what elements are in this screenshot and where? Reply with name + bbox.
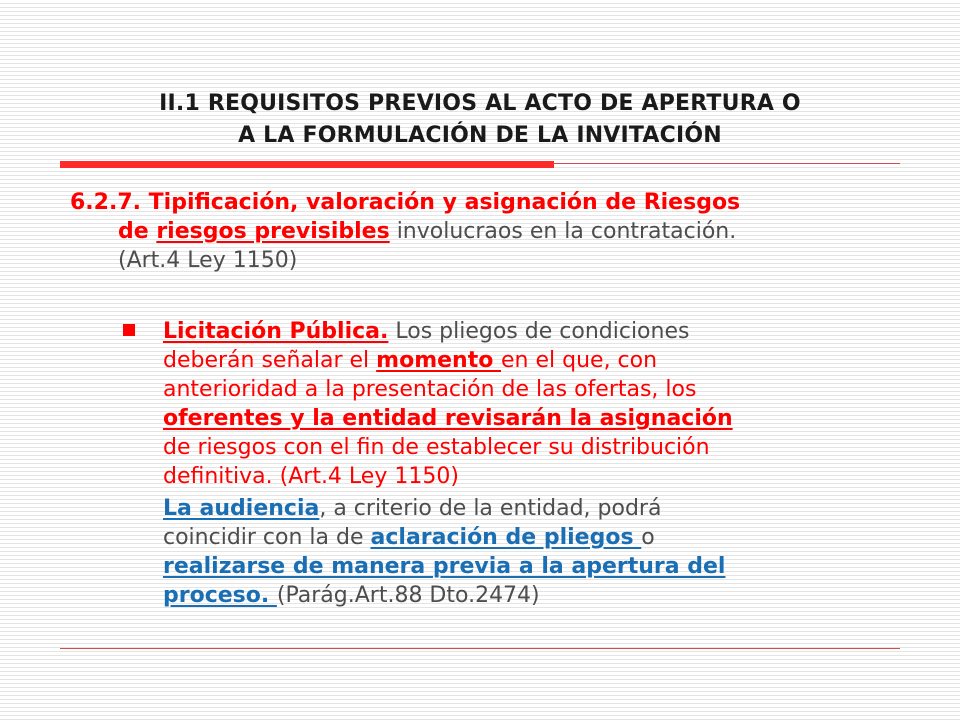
square-bullet-icon xyxy=(123,324,135,336)
paragraph-audiencia xyxy=(163,494,900,610)
slide-title xyxy=(60,88,900,152)
licitacion-publica-label[interactable]: Licitación Pública. xyxy=(163,319,389,344)
subheading-line-2-lead: de xyxy=(118,219,157,244)
para2-line-2-b: o xyxy=(641,525,655,550)
para2-line-4-rest: (Parág.Art.88 Dto.2474) xyxy=(276,583,540,608)
subheading-line-1: 6.2.7. Tipificación, valoración y asignación de Riesgos xyxy=(70,190,741,215)
para2-line-4 xyxy=(163,581,900,610)
riesgos-previsibles-link[interactable]: riesgos previsibles xyxy=(156,219,390,244)
para1-line-1-rest: Los pliegos de condiciones xyxy=(388,319,690,344)
title-line-1: II.1 REQUISITOS PREVIOS AL ACTO DE APERTURA O xyxy=(159,91,801,116)
para2-line-3 xyxy=(163,552,900,581)
realizarse-previa-link[interactable]: realizarse de manera previa a la apertura del xyxy=(163,554,726,579)
section-subheading xyxy=(70,188,900,275)
oferentes-entidad-link[interactable]: oferentes y la entidad revisarán la asignación xyxy=(163,406,733,431)
la-audiencia-link[interactable]: La audiencia xyxy=(163,496,320,521)
footer-divider xyxy=(60,648,900,649)
para1-line-2-b: en el que, con xyxy=(501,348,658,373)
aclaracion-pliegos-link[interactable]: aclaración de pliegos xyxy=(370,525,642,550)
momento-link[interactable]: momento xyxy=(376,348,502,373)
para1-line-6: definitiva. (Art.4 Ley 1150) xyxy=(163,464,459,489)
title-line-2: A LA FORMULACIÓN DE LA INVITACIÓN xyxy=(238,123,722,148)
para1-line-2 xyxy=(163,346,900,375)
subheading-line-3: (Art.4 Ley 1150) xyxy=(118,248,298,273)
para2-line-1 xyxy=(163,494,900,523)
para1-line-5: de riesgos con el fin de establecer su distribución xyxy=(163,435,710,460)
para1-line-1 xyxy=(163,317,900,346)
para1-line-3: anterioridad a la presentación de las ofertas, los xyxy=(163,377,697,402)
subheading-line-2-rest: involucraos en la contratación. xyxy=(389,219,737,244)
title-divider-accent xyxy=(60,161,554,168)
subheading-line-2 xyxy=(70,217,900,246)
para1-line-2-a: deberán señalar el xyxy=(163,348,377,373)
para2-line-2-a: coincidir con la de xyxy=(163,525,371,550)
para2-line-1-rest: , a criterio de la entidad, podrá xyxy=(319,496,662,521)
bullet-paragraph-licitacion xyxy=(163,317,900,491)
proceso-link[interactable]: proceso. xyxy=(163,583,277,608)
para1-line-4 xyxy=(163,404,900,433)
para2-line-2 xyxy=(163,523,900,552)
